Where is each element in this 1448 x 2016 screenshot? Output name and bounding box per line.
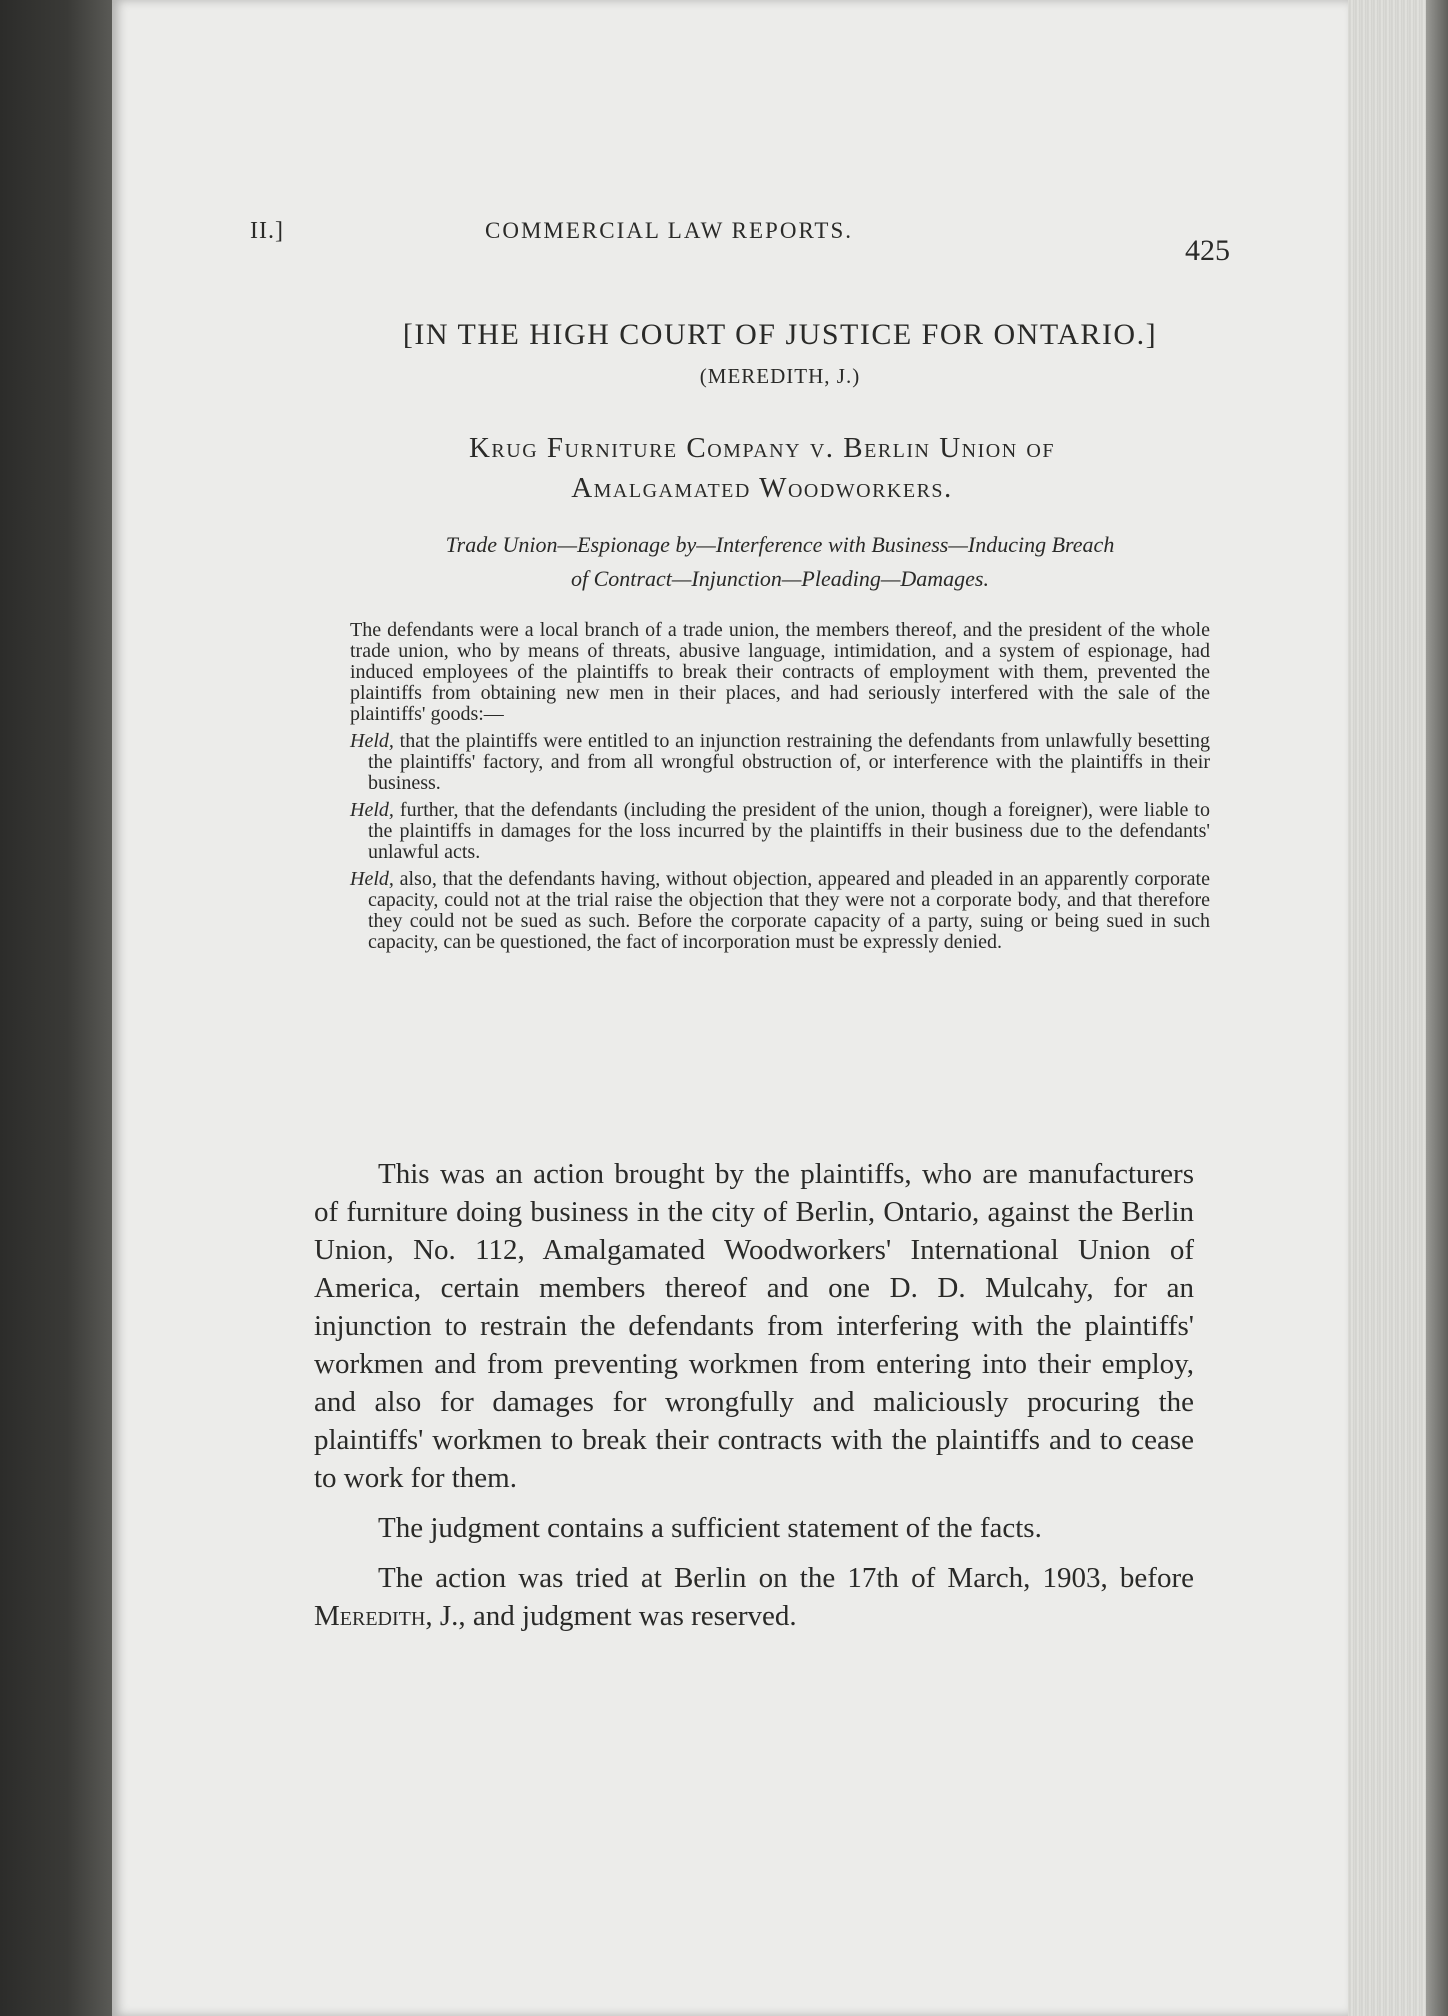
headnote-held-1 xyxy=(350,731,1210,794)
body-text-segment: The action was tried at Berlin on the 17th of March, 1903, before xyxy=(378,1562,1194,1594)
headnote-held-3 xyxy=(350,869,1210,953)
body-paragraph-2: The judgment contains a sufficient statement of the facts. xyxy=(378,1512,1042,1544)
running-title: COMMERCIAL LAW REPORTS. xyxy=(485,218,853,243)
book-page xyxy=(112,0,1348,2016)
page-edges xyxy=(1348,0,1448,2016)
judge-name: (MEREDITH, J.) xyxy=(699,364,861,388)
judge-reference: Meredith xyxy=(314,1600,426,1632)
body-text-segment: , J., and judgment was reserved. xyxy=(425,1600,797,1632)
body-paragraph-3 xyxy=(314,1559,1194,1635)
case-title xyxy=(342,428,1182,508)
held-label: Held, xyxy=(350,868,394,890)
catchwords xyxy=(350,528,1210,596)
held-text: also, that the defendants having, without objection, appeared and pleaded in an apparently corporate capacity, could not at the trial raise the objection that they were not a corporate body, and that therefore they could not be sued as such. Before the corporate capacity of a party, suing or being sued in such capacity, can be questioned, the fact of incorporation must be expressly denied. xyxy=(368,868,1210,953)
held-label: Held, xyxy=(350,799,394,821)
body-paragraph-1: This was an action brought by the plaintiffs, who are manufacturers of furniture doing business in the city of Berlin, Ontario, against the Berlin Union, No. 112, Amalgamated Woodworkers' International Union of America, certain members thereof and one D. D. Mulcahy, for an injunction to restrain the defendants from interfering with the plaintiffs' workmen and from preventing workmen from entering into their employ, and also for damages for wrongfully and maliciously procuring the plaintiffs' workmen to break their contracts with the plaintiffs and to cease to work for them. xyxy=(314,1158,1194,1494)
page-content xyxy=(112,0,1348,2016)
court-heading: [IN THE HIGH COURT OF JUSTICE FOR ONTARIO.] xyxy=(402,318,1158,351)
running-head xyxy=(250,218,1230,268)
held-text: that the plaintiffs were entitled to an injunction restraining the defendants from unlawfully besetting the plaintiffs' factory, and from all wrongful obstruction of, or interference with the plaintiffs in their business. xyxy=(368,730,1210,794)
catchwords-line-1: Trade Union—Espionage by—Interference with Business—Inducing Breach xyxy=(445,532,1115,557)
report-body xyxy=(314,1155,1194,1647)
case-title-line-2: Amalgamated Woodworkers. xyxy=(571,472,953,504)
headnote-held-2 xyxy=(350,800,1210,863)
headnote xyxy=(350,620,1210,959)
book-binding-shadow xyxy=(0,0,112,2016)
volume-number: II.] xyxy=(250,218,284,244)
headnote-facts: The defendants were a local branch of a trade union, the members thereof, and the president of the whole trade union, who by means of threats, abusive language, intimidation, and a system of espionage, had induced employees of the plaintiffs to break their contracts of employment with them, prevented the plaintiffs from obtaining new men in their places, and had seriously interfered with the sale of the plaintiffs' goods:— xyxy=(350,619,1210,725)
held-text: further, that the defendants (including the president of the union, though a foreigner), were liable to the plaintiffs in damages for the loss incurred by the plaintiffs in their business due to the defendants' unlawful acts. xyxy=(368,799,1210,863)
page-number: 425 xyxy=(1185,234,1230,267)
case-title-line-1: Krug Furniture Company v. Berlin Union of xyxy=(468,432,1055,464)
catchwords-line-2: of Contract—Injunction—Pleading—Damages. xyxy=(571,566,989,591)
held-label: Held, xyxy=(350,730,394,752)
